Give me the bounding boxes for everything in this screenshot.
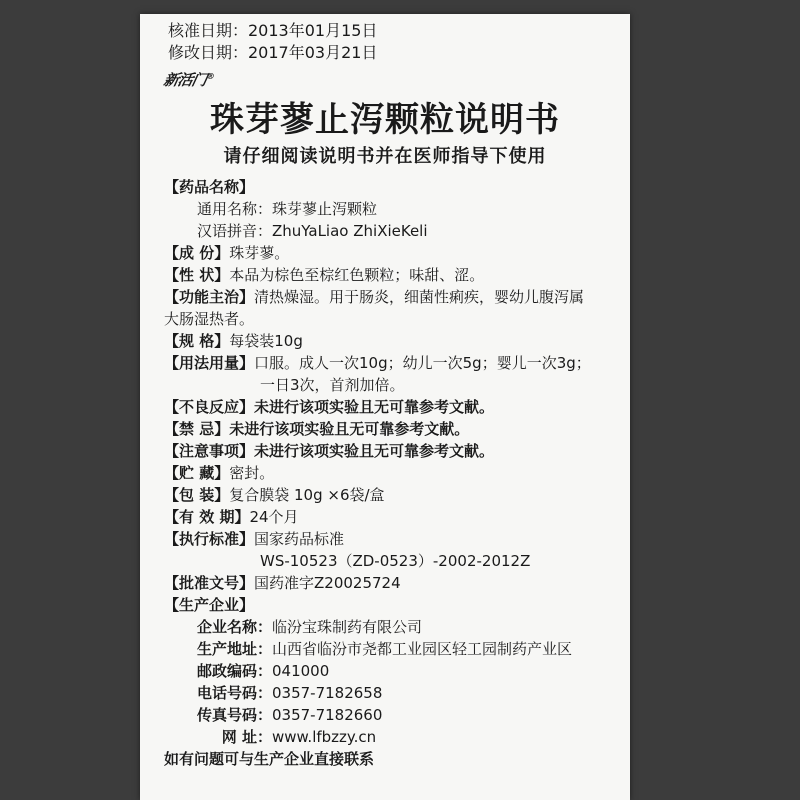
indication-value-2: 大肠湿热者。 — [164, 310, 255, 328]
maker-label: 【生产企业】 — [164, 596, 255, 614]
adverse-label: 【不良反应】 — [164, 398, 255, 416]
caution-row — [164, 440, 624, 462]
contra-row — [164, 418, 624, 440]
instruction-body — [164, 176, 624, 770]
standard-value-1: 国家药品标准 — [254, 530, 345, 548]
approval-label: 【批准文号】 — [164, 574, 255, 592]
validity-label: 【有 效 期】 — [164, 508, 250, 526]
postcode-label: 邮政编码： — [196, 662, 272, 680]
ingredient-row — [164, 242, 624, 264]
registered-mark: ® — [205, 72, 215, 81]
postcode-value: 041000 — [272, 662, 330, 680]
address-label: 生产地址： — [196, 640, 272, 658]
generic-name-value: 珠芽蓼止泻颗粒 — [272, 200, 378, 218]
approval-value: 国药准字Z20025724 — [254, 574, 401, 592]
fax-label: 传真号码： — [196, 706, 272, 724]
web-row — [164, 726, 624, 748]
adverse-value: 未进行该项实验且无可靠参考文献。 — [254, 398, 495, 416]
spec-value: 每袋装10g — [229, 332, 303, 350]
pinyin-value: ZhuYaLiao ZhiXieKeli — [272, 222, 428, 240]
phone-label: 电话号码： — [196, 684, 272, 702]
standard-label: 【执行标准】 — [164, 530, 255, 548]
drug-name-label: 【药品名称】 — [164, 178, 255, 196]
ingredient-label: 【成 份】 — [164, 244, 230, 262]
date-block — [168, 20, 377, 64]
logo-text: 新活门 — [161, 71, 208, 89]
package-label: 【包 装】 — [164, 486, 230, 504]
standard-row — [164, 528, 624, 572]
approve-date: 核准日期：2013年01月15日 — [168, 21, 378, 40]
generic-name-label: 通用名称： — [196, 200, 272, 218]
address-row — [164, 638, 624, 660]
package-row — [164, 484, 624, 506]
contact-footer: 如有问题可与生产企业直接联系 — [164, 750, 375, 768]
spec-row — [164, 330, 624, 352]
character-label: 【性 状】 — [164, 266, 230, 284]
standard-value-2: WS-10523（ZD-0523）-2002-2012Z — [260, 552, 531, 570]
character-row — [164, 264, 624, 286]
character-value: 本品为棕色至棕红色颗粒；味甜、涩。 — [229, 266, 485, 284]
fax-row — [164, 704, 624, 726]
web-label: 网 址： — [221, 728, 272, 746]
usage-value-1: 口服。成人一次10g；幼儿一次5g；婴儿一次3g； — [254, 354, 591, 372]
usage-label: 【用法用量】 — [164, 354, 255, 372]
adverse-row — [164, 396, 624, 418]
postcode-row — [164, 660, 624, 682]
pinyin-row — [164, 220, 624, 242]
generic-name-row — [164, 198, 624, 220]
web-value: www.lfbzzy.cn — [272, 728, 377, 746]
usage-row — [164, 352, 624, 396]
caution-value: 未进行该项实验且无可靠参考文献。 — [254, 442, 495, 460]
indication-label: 【功能主治】 — [164, 288, 255, 306]
caution-label: 【注意事项】 — [164, 442, 255, 460]
address-value: 山西省临汾市尧都工业园区轻工园制药产业区 — [272, 640, 573, 658]
ingredient-value: 珠芽蓼。 — [229, 244, 290, 262]
package-value: 复合膜袋 10g ×6袋/盒 — [229, 486, 385, 504]
storage-row — [164, 462, 624, 484]
fax-value: 0357-7182660 — [272, 706, 383, 724]
spec-label: 【规 格】 — [164, 332, 230, 350]
maker-row — [164, 594, 624, 616]
approval-row — [164, 572, 624, 594]
validity-value: 24个月 — [249, 508, 299, 526]
storage-label: 【贮 藏】 — [164, 464, 230, 482]
revise-date: 修改日期：2017年03月21日 — [168, 43, 378, 62]
company-label: 企业名称： — [196, 618, 272, 636]
brand-logo — [162, 69, 215, 90]
drug-name-row — [164, 176, 624, 198]
contra-label: 【禁 忌】 — [164, 420, 230, 438]
storage-value: 密封。 — [229, 464, 275, 482]
pinyin-label: 汉语拼音： — [196, 222, 272, 240]
indication-row — [164, 286, 624, 330]
document-title: 珠芽蓼止泻颗粒说明书 — [210, 100, 560, 140]
phone-value: 0357-7182658 — [272, 684, 383, 702]
indication-value-1: 清热燥湿。用于肠炎，细菌性痢疾，婴幼儿腹泻属 — [254, 288, 585, 306]
phone-row — [164, 682, 624, 704]
company-value: 临汾宝珠制药有限公司 — [272, 618, 423, 636]
company-row — [164, 616, 624, 638]
usage-value-2: 一日3次，首剂加倍。 — [260, 376, 405, 394]
validity-row — [164, 506, 624, 528]
document-subtitle: 请仔细阅读说明书并在医师指导下使用 — [223, 146, 547, 167]
instruction-sheet — [140, 14, 630, 800]
contra-value: 未进行该项实验且无可靠参考文献。 — [229, 420, 470, 438]
